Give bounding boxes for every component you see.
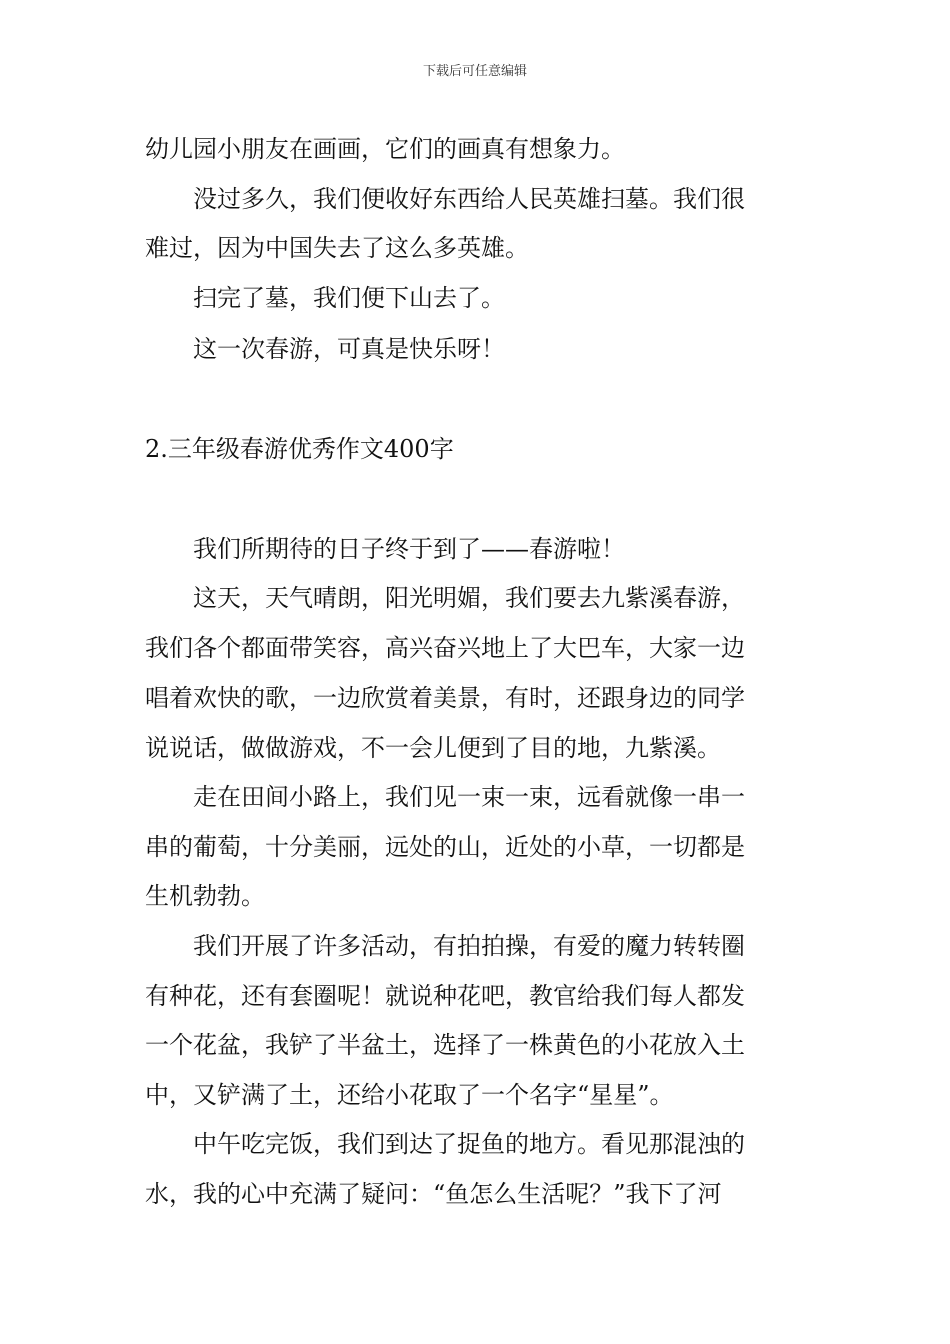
text-line: 难过，因为中国失去了这么多英雄。: [145, 234, 529, 262]
section-heading: 2.三年级春游优秀作文400字: [145, 435, 454, 463]
text-line: 有种花，还有套圈呢！就说种花吧，教官给我们每人都发: [145, 982, 745, 1010]
text-line: 中午吃完饭，我们到达了捉鱼的地方。看见那混浊的: [145, 1130, 745, 1158]
text-line: 生机勃勃。: [145, 882, 265, 910]
text-line: 中，又铲满了土，还给小花取了一个名字“星星”。: [145, 1081, 674, 1109]
text-line: 串的葡萄，十分美丽，远处的山，近处的小草，一切都是: [145, 833, 745, 861]
text-line: 这天，天气晴朗，阳光明媚，我们要去九紫溪春游，: [145, 584, 745, 612]
text-line: 一个花盆，我铲了半盆土，选择了一株黄色的小花放入土: [145, 1031, 745, 1059]
text-line: 我们所期待的日子终于到了——春游啦！: [145, 535, 625, 563]
text-line: 水，我的心中充满了疑问：“鱼怎么生活呢？”我下了河: [145, 1180, 722, 1208]
text-line: 扫完了墓，我们便下山去了。: [145, 284, 505, 312]
text-line: 走在田间小路上，我们见一束一束，远看就像一串一: [145, 783, 745, 811]
text-line: 唱着欢快的歌，一边欣赏着美景，有时，还跟身边的同学: [145, 684, 745, 712]
text-line: 幼儿园小朋友在画画，它们的画真有想象力。: [145, 135, 625, 163]
text-line: 我们开展了许多活动，有拍拍操，有爱的魔力转转圈: [145, 932, 745, 960]
text-line: 没过多久，我们便收好东西给人民英雄扫墓。我们很: [145, 185, 745, 213]
page-header: 下载后可任意编辑: [422, 64, 527, 79]
text-line: 这一次春游，可真是快乐呀！: [145, 335, 505, 363]
text-line: 我们各个都面带笑容，高兴奋兴地上了大巴车，大家一边: [145, 634, 745, 662]
text-line: 说说话，做做游戏，不一会儿便到了目的地，九紫溪。: [145, 734, 721, 762]
